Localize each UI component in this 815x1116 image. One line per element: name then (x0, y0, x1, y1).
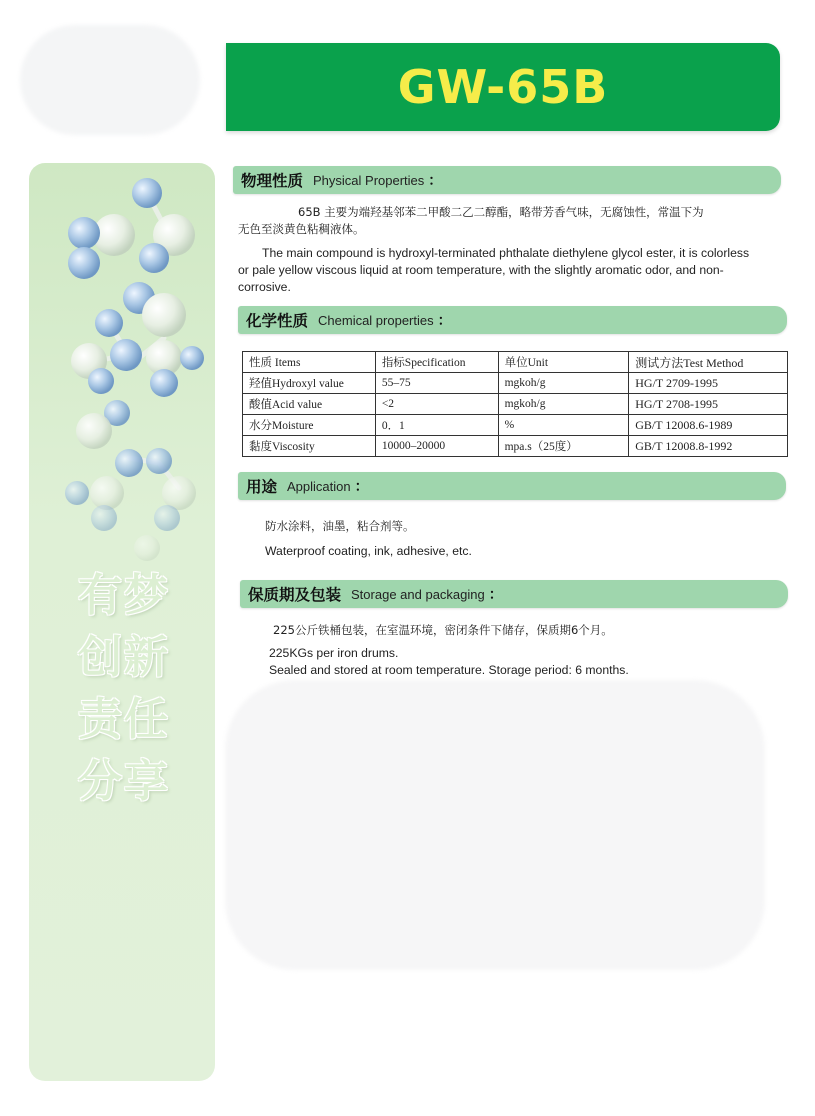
section-title-en: Physical Properties (313, 172, 425, 188)
section-physical-header (233, 166, 781, 194)
table-cell: HG/T 2709-1995 (629, 373, 788, 394)
section-title-en: Chemical properties (318, 312, 434, 328)
storage-text-cn: 225公斤铁桶包装，在室温环境，密闭条件下储存，保质期6个月。 (273, 623, 613, 637)
section-title-cn: 用途 (246, 478, 278, 496)
table-cell: 55–75 (375, 373, 498, 394)
physical-text-en-line1: The main compound is hydroxyl-terminated phthalate diethylene glycol ester, it is colorless (262, 246, 750, 260)
table-row (243, 436, 788, 457)
table-cell: <2 (375, 394, 498, 415)
physical-text-en-line3: corrosive. (238, 280, 291, 294)
table-row (243, 373, 788, 394)
table-cell: 水分Moisture (243, 415, 376, 436)
application-text-cn: 防水涂料，油墨，粘合剂等。 (265, 519, 415, 533)
section-title-en: Application (287, 478, 351, 494)
slogan-list (59, 565, 189, 813)
section-colon: ： (428, 173, 443, 189)
table-cell: GB/T 12008.8-1992 (629, 436, 788, 457)
section-application-header (238, 472, 786, 500)
physical-text-cn-line2: 无色至淡黄色粘稠液体。 (238, 222, 365, 236)
section-colon: ： (354, 479, 369, 495)
table-cell: mgkoh/g (498, 394, 629, 415)
table-row (243, 394, 788, 415)
section-colon: ： (437, 313, 452, 329)
section-colon: ： (488, 587, 503, 603)
table-cell: 羟值Hydroxyl value (243, 373, 376, 394)
storage-text-en-line2: Sealed and stored at room temperature. Storage period: 6 months. (269, 663, 629, 677)
physical-text-en-line2: or pale yellow viscous liquid at room temperature, with the slightly aromatic odor, and non- (238, 263, 724, 277)
table-cell: 酸值Acid value (243, 394, 376, 415)
table-header-cell: 测试方法Test Method (629, 352, 788, 373)
table-header-cell: 单位Unit (498, 352, 629, 373)
section-title-cn: 保质期及包装 (248, 586, 342, 604)
table-cell: mgkoh/g (498, 373, 629, 394)
section-chemical-header (238, 306, 787, 334)
section-title-cn: 物理性质 (241, 172, 304, 190)
table-header-cell: 指标Specification (375, 352, 498, 373)
section-title-cn: 化学性质 (246, 312, 309, 330)
product-title: GW-65B (397, 60, 609, 114)
chemical-properties-table (242, 351, 788, 457)
table-row (243, 415, 788, 436)
slogan-share: 分享 (78, 756, 170, 807)
table-cell: HG/T 2708-1995 (629, 394, 788, 415)
molecule-illustration (29, 163, 215, 583)
background-blob-top (20, 25, 200, 135)
slogan-responsibility: 责任 (78, 694, 170, 745)
section-title-en: Storage and packaging (351, 586, 485, 602)
slogan-innovation: 创新 (78, 632, 170, 683)
sidebar-panel (29, 163, 215, 1081)
table-cell: % (498, 415, 629, 436)
table-cell: GB/T 12008.6-1989 (629, 415, 788, 436)
table-cell: 10000–20000 (375, 436, 498, 457)
slogan-dream: 有梦 (78, 570, 170, 621)
background-blob-bottom (225, 680, 765, 970)
table-cell: 黏度Viscosity (243, 436, 376, 457)
storage-text-en-line1: 225KGs per iron drums. (269, 646, 399, 660)
table-header-cell: 性质 Items (243, 352, 376, 373)
table-cell: mpa.s（25度） (498, 436, 629, 457)
table-header-row (243, 352, 788, 373)
section-storage-header (240, 580, 788, 608)
title-bar (226, 43, 780, 131)
table-cell: 0．1 (375, 415, 498, 436)
physical-text-cn-line1: 65B 主要为端羟基邻苯二甲酸二乙二醇酯，略带芳香气味，无腐蚀性，常温下为 (298, 205, 704, 219)
application-text-en: Waterproof coating, ink, adhesive, etc. (265, 544, 472, 558)
